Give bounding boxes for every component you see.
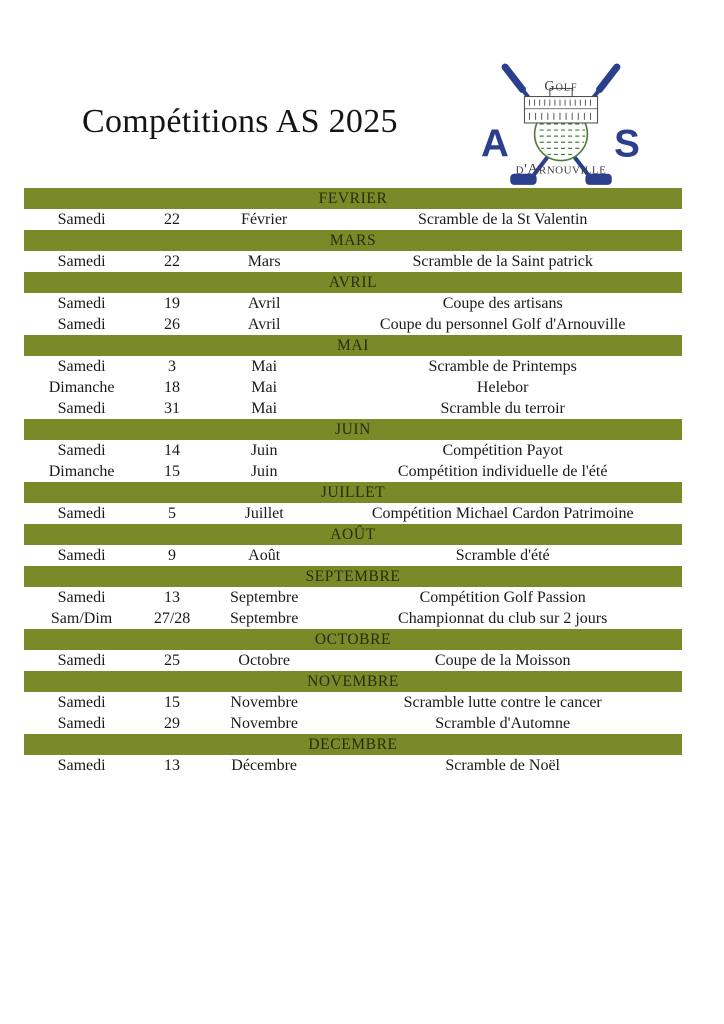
event-date-cell: 27/28 (153, 610, 191, 627)
event-month-cell: Juillet (244, 505, 284, 522)
event-event-cell: Scramble lutte contre le cancer (403, 694, 602, 711)
month-header-row (24, 524, 682, 545)
event-month-cell: Octobre (238, 652, 290, 669)
month-header: JUIN (24, 419, 682, 440)
event-month-cell: Août (248, 547, 281, 564)
event-row (24, 314, 682, 335)
event-month-cell: Juin (250, 442, 278, 459)
event-month-cell: Septembre (229, 589, 299, 606)
event-row (24, 545, 682, 566)
event-month-cell: Avril (247, 295, 281, 312)
event-row (24, 461, 682, 482)
event-event-cell: Scramble de Printemps (428, 358, 577, 375)
event-row (24, 356, 682, 377)
event-month-cell: Mars (247, 253, 281, 270)
month-header: DECEMBRE (24, 734, 682, 755)
event-date-cell: 5 (168, 505, 177, 522)
event-event-cell: Coupe du personnel Golf d'Arnouville (379, 316, 626, 333)
event-row (24, 440, 682, 461)
logo-arnouville-text: d'Arnouville (515, 160, 607, 178)
event-row (24, 692, 682, 713)
event-row (24, 209, 682, 230)
month-header-row (24, 335, 682, 356)
month-header: MARS (24, 230, 682, 251)
event-month-cell: Novembre (230, 694, 298, 711)
event-row (24, 293, 682, 314)
event-day-cell: Dimanche (48, 379, 115, 396)
event-date-cell: 25 (164, 652, 181, 669)
event-date-cell: 19 (164, 295, 181, 312)
event-row (24, 650, 682, 671)
event-day-cell: Sam/Dim (50, 610, 113, 627)
month-header: SEPTEMBRE (24, 566, 682, 587)
event-date-cell: 18 (164, 379, 181, 396)
month-header-row (24, 188, 682, 209)
month-header-row (24, 482, 682, 503)
event-day-cell: Samedi (57, 442, 106, 459)
event-event-cell: Scramble du terroir (440, 400, 565, 417)
event-day-cell: Samedi (57, 316, 106, 333)
event-event-cell: Compétition Michael Cardon Patrimoine (371, 505, 634, 522)
logo-letter-a: A (481, 122, 509, 166)
month-header-row (24, 734, 682, 755)
event-day-cell: Samedi (57, 652, 106, 669)
month-header-row (24, 566, 682, 587)
month-header-row (24, 230, 682, 251)
month-header: AVRIL (24, 272, 682, 293)
logo-letter-s: S (614, 122, 640, 166)
logo-golf-text: Golf (544, 78, 578, 95)
month-header: OCTOBRE (24, 629, 682, 650)
event-date-cell: 15 (164, 694, 181, 711)
event-event-cell: Helebor (476, 379, 529, 396)
month-header-row (24, 419, 682, 440)
event-month-cell: Juin (250, 463, 278, 480)
event-month-cell: Avril (247, 316, 281, 333)
event-date-cell: 13 (164, 589, 181, 606)
month-header: MAI (24, 335, 682, 356)
event-event-cell: Scramble de la St Valentin (417, 211, 588, 228)
event-row (24, 377, 682, 398)
event-event-cell: Championnat du club sur 2 jours (398, 610, 608, 627)
event-month-cell: Mai (251, 379, 278, 396)
event-day-cell: Samedi (57, 715, 106, 732)
event-row (24, 713, 682, 734)
event-month-cell: Mai (251, 400, 278, 417)
event-date-cell: 22 (164, 253, 181, 270)
month-header-row (24, 671, 682, 692)
event-day-cell: Samedi (57, 505, 106, 522)
event-event-cell: Scramble de Noël (445, 757, 560, 774)
event-event-cell: Coupe de la Moisson (434, 652, 571, 669)
event-day-cell: Samedi (57, 589, 106, 606)
event-event-cell: Compétition Payot (442, 442, 563, 459)
event-day-cell: Samedi (57, 358, 106, 375)
event-date-cell: 31 (164, 400, 181, 417)
event-date-cell: 29 (164, 715, 181, 732)
month-header-row (24, 629, 682, 650)
event-event-cell: Scramble de la Saint patrick (412, 253, 593, 270)
event-day-cell: Samedi (57, 253, 106, 270)
month-header-row (24, 272, 682, 293)
competitions-schedule-table (24, 188, 682, 776)
event-date-cell: 22 (164, 211, 181, 228)
event-day-cell: Samedi (57, 694, 106, 711)
event-row (24, 251, 682, 272)
event-date-cell: 15 (164, 463, 181, 480)
event-row (24, 587, 682, 608)
golf-club-logo (476, 60, 646, 192)
event-date-cell: 14 (164, 442, 181, 459)
event-row (24, 398, 682, 419)
event-month-cell: Novembre (230, 715, 298, 732)
month-header: NOVEMBRE (24, 671, 682, 692)
event-day-cell: Samedi (57, 400, 106, 417)
event-event-cell: Scramble d'Automne (435, 715, 571, 732)
event-day-cell: Dimanche (48, 463, 115, 480)
event-date-cell: 26 (164, 316, 181, 333)
event-month-cell: Décembre (231, 757, 298, 774)
event-event-cell: Compétition Golf Passion (419, 589, 586, 606)
event-row (24, 755, 682, 776)
event-row (24, 608, 682, 629)
event-day-cell: Samedi (57, 211, 106, 228)
event-event-cell: Compétition individuelle de l'été (397, 463, 608, 480)
event-day-cell: Samedi (57, 295, 106, 312)
event-month-cell: Février (241, 211, 288, 228)
month-header: AOÛT (24, 524, 682, 545)
event-day-cell: Samedi (57, 757, 106, 774)
event-date-cell: 13 (164, 757, 181, 774)
event-event-cell: Scramble d'été (455, 547, 550, 564)
event-row (24, 503, 682, 524)
event-month-cell: Mai (251, 358, 278, 375)
event-event-cell: Coupe des artisans (442, 295, 563, 312)
month-header: JUILLET (24, 482, 682, 503)
event-month-cell: Septembre (229, 610, 299, 627)
event-date-cell: 3 (168, 358, 177, 375)
page-title: Compétitions AS 2025 (82, 103, 398, 140)
month-header: FEVRIER (24, 188, 682, 209)
event-date-cell: 9 (168, 547, 177, 564)
event-day-cell: Samedi (57, 547, 106, 564)
